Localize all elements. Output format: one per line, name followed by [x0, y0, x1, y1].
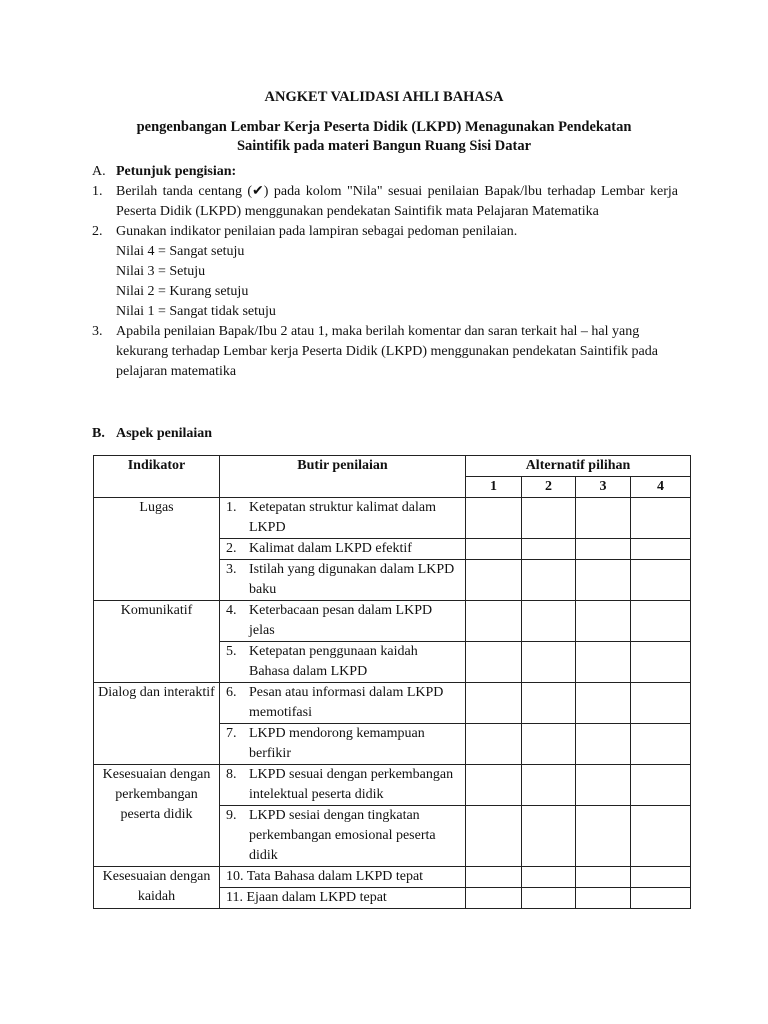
butir-text: Ketepatan penggunaan kaidah Bahasa dalam LKPD — [249, 644, 418, 679]
section-b-title: Aspek penilaian — [116, 426, 213, 441]
header-score-3: 3 — [576, 477, 631, 498]
butir-cell — [220, 724, 466, 765]
table-row — [94, 601, 691, 642]
butir-cell — [220, 601, 466, 642]
score-cell-4[interactable] — [631, 806, 691, 867]
score-cell-3[interactable] — [576, 642, 631, 683]
assessment-table — [93, 455, 691, 909]
butir-number: 3. — [226, 562, 237, 577]
score-cell-1[interactable] — [466, 539, 522, 560]
score-cell-2[interactable] — [522, 642, 576, 683]
score-cell-4[interactable] — [631, 642, 691, 683]
butir-text: Tata Bahasa dalam LKPD tepat — [246, 869, 424, 884]
instruction-number: 2. — [92, 224, 103, 239]
document-subtitle — [100, 118, 668, 156]
butir-number: 10. — [226, 869, 244, 884]
score-cell-2[interactable] — [522, 806, 576, 867]
section-a-title: Petunjuk pengisian: — [116, 164, 237, 179]
section-a-heading — [92, 162, 678, 182]
nilai-scale-item: Nilai 2 = Kurang setuju — [116, 284, 249, 299]
indikator-cell: Komunikatif — [94, 601, 220, 683]
score-cell-3[interactable] — [576, 498, 631, 539]
score-cell-2[interactable] — [522, 560, 576, 601]
butir-text: Ketepatan struktur kalimat dalam LKPD — [249, 500, 436, 535]
score-cell-3[interactable] — [576, 806, 631, 867]
butir-cell — [220, 560, 466, 601]
table-row — [94, 498, 691, 539]
subtitle-line-2: Saintifik pada materi Bangun Ruang Sisi Datar — [236, 138, 532, 154]
instruction-text: Gunakan indikator penilaian pada lampiran sebagai pedoman penilaian. — [116, 224, 518, 239]
score-cell-3[interactable] — [576, 683, 631, 724]
butir-text: LKPD sesuai dengan perkembangan intelektual peserta didik — [249, 767, 454, 802]
score-cell-1[interactable] — [466, 765, 522, 806]
score-cell-3[interactable] — [576, 560, 631, 601]
score-cell-4[interactable] — [631, 867, 691, 888]
table-row — [94, 765, 691, 806]
butir-cell — [220, 539, 466, 560]
header-score-2: 2 — [522, 477, 576, 498]
score-cell-1[interactable] — [466, 560, 522, 601]
score-cell-3[interactable] — [576, 888, 631, 909]
table-row — [94, 683, 691, 724]
instruction-number: 3. — [92, 324, 103, 339]
instruction-item — [92, 182, 678, 222]
butir-number: 4. — [226, 603, 237, 618]
butir-cell — [220, 498, 466, 539]
header-score-1: 1 — [466, 477, 522, 498]
score-cell-4[interactable] — [631, 765, 691, 806]
score-cell-4[interactable] — [631, 724, 691, 765]
score-cell-4[interactable] — [631, 560, 691, 601]
butir-number: 5. — [226, 644, 237, 659]
section-a-letter: A. — [92, 164, 106, 179]
score-cell-4[interactable] — [631, 539, 691, 560]
instruction-item — [92, 322, 678, 382]
butir-cell — [220, 765, 466, 806]
butir-text: Istilah yang digunakan dalam LKPD baku — [249, 562, 455, 597]
score-cell-2[interactable] — [522, 724, 576, 765]
butir-text: Kalimat dalam LKPD efektif — [249, 541, 412, 556]
score-cell-4[interactable] — [631, 888, 691, 909]
butir-text: LKPD sesiai dengan tingkatan perkembangan emosional peserta didik — [249, 808, 436, 863]
score-cell-2[interactable] — [522, 498, 576, 539]
score-cell-1[interactable] — [466, 724, 522, 765]
score-cell-1[interactable] — [466, 806, 522, 867]
nilai-scale-item: Nilai 3 = Setuju — [116, 264, 206, 279]
table-header-row — [94, 456, 691, 477]
score-cell-2[interactable] — [522, 765, 576, 806]
instruction-text: Apabila penilaian Bapak/Ibu 2 atau 1, maka berilah komentar dan saran terkait hal – hal yang kekurang terhadap Lembar kerja Peserta Didik (LKPD) menggunakan pendekatan Saintifik pada pelajaran matematika — [116, 324, 658, 379]
score-cell-1[interactable] — [466, 601, 522, 642]
header-score-4: 4 — [631, 477, 691, 498]
indikator-cell: Kesesuaian dengan perkembangan peserta didik — [94, 765, 220, 867]
indikator-cell: Lugas — [94, 498, 220, 601]
butir-number: 8. — [226, 767, 237, 782]
instruction-item — [92, 222, 678, 322]
score-cell-1[interactable] — [466, 683, 522, 724]
section-b — [92, 424, 678, 444]
score-cell-1[interactable] — [466, 867, 522, 888]
butir-cell — [220, 867, 466, 888]
section-a — [92, 162, 678, 382]
butir-number: 2. — [226, 541, 237, 556]
score-cell-3[interactable] — [576, 724, 631, 765]
nilai-scale-item: Nilai 4 = Sangat setuju — [116, 244, 245, 259]
score-cell-2[interactable] — [522, 888, 576, 909]
score-cell-3[interactable] — [576, 765, 631, 806]
score-cell-3[interactable] — [576, 867, 631, 888]
table-row — [94, 867, 691, 888]
butir-text: Ejaan dalam LKPD tepat — [246, 890, 387, 905]
header-alternatif: Alternatif pilihan — [466, 456, 691, 477]
score-cell-4[interactable] — [631, 683, 691, 724]
score-cell-4[interactable] — [631, 601, 691, 642]
header-butir: Butir penilaian — [220, 456, 466, 498]
subtitle-line-1: pengenbangan Lembar Kerja Peserta Didik (LKPD) Menagunakan Pendekatan — [136, 119, 632, 135]
butir-number: 11. — [226, 890, 243, 905]
butir-text: Pesan atau informasi dalam LKPD memotifasi — [249, 685, 444, 720]
butir-number: 6. — [226, 685, 237, 700]
butir-text: LKPD mendorong kemampuan berfikir — [249, 726, 425, 761]
header-indikator: Indikator — [94, 456, 220, 498]
score-cell-1[interactable] — [466, 642, 522, 683]
butir-cell — [220, 806, 466, 867]
butir-cell — [220, 683, 466, 724]
indikator-cell: Dialog dan interaktif — [94, 683, 220, 765]
score-cell-4[interactable] — [631, 498, 691, 539]
butir-text: Keterbacaan pesan dalam LKPD jelas — [249, 603, 433, 638]
butir-number: 1. — [226, 500, 237, 515]
score-cell-1[interactable] — [466, 888, 522, 909]
score-cell-1[interactable] — [466, 498, 522, 539]
butir-number: 9. — [226, 808, 237, 823]
instruction-number: 1. — [92, 184, 103, 199]
document-title: ANGKET VALIDASI AHLI BAHASA — [264, 89, 504, 105]
section-b-letter: B. — [92, 426, 105, 441]
section-b-heading — [92, 424, 678, 444]
score-cell-2[interactable] — [522, 539, 576, 560]
score-cell-3[interactable] — [576, 601, 631, 642]
score-cell-2[interactable] — [522, 683, 576, 724]
instruction-text: Berilah tanda centang (✔) pada kolom "Nila" sesuai penilaian Bapak/lbu terhadap Lembar kerja Peserta Didik (LKPD) menggunakan pendekatan Saintifik mata Pelajaran Matematika — [116, 184, 678, 219]
butir-cell — [220, 888, 466, 909]
score-cell-2[interactable] — [522, 601, 576, 642]
nilai-scale-item: Nilai 1 = Sangat tidak setuju — [116, 304, 276, 319]
butir-number: 7. — [226, 726, 237, 741]
score-cell-2[interactable] — [522, 867, 576, 888]
indikator-cell: Kesesuaian dengan kaidah — [94, 867, 220, 909]
butir-cell — [220, 642, 466, 683]
score-cell-3[interactable] — [576, 539, 631, 560]
